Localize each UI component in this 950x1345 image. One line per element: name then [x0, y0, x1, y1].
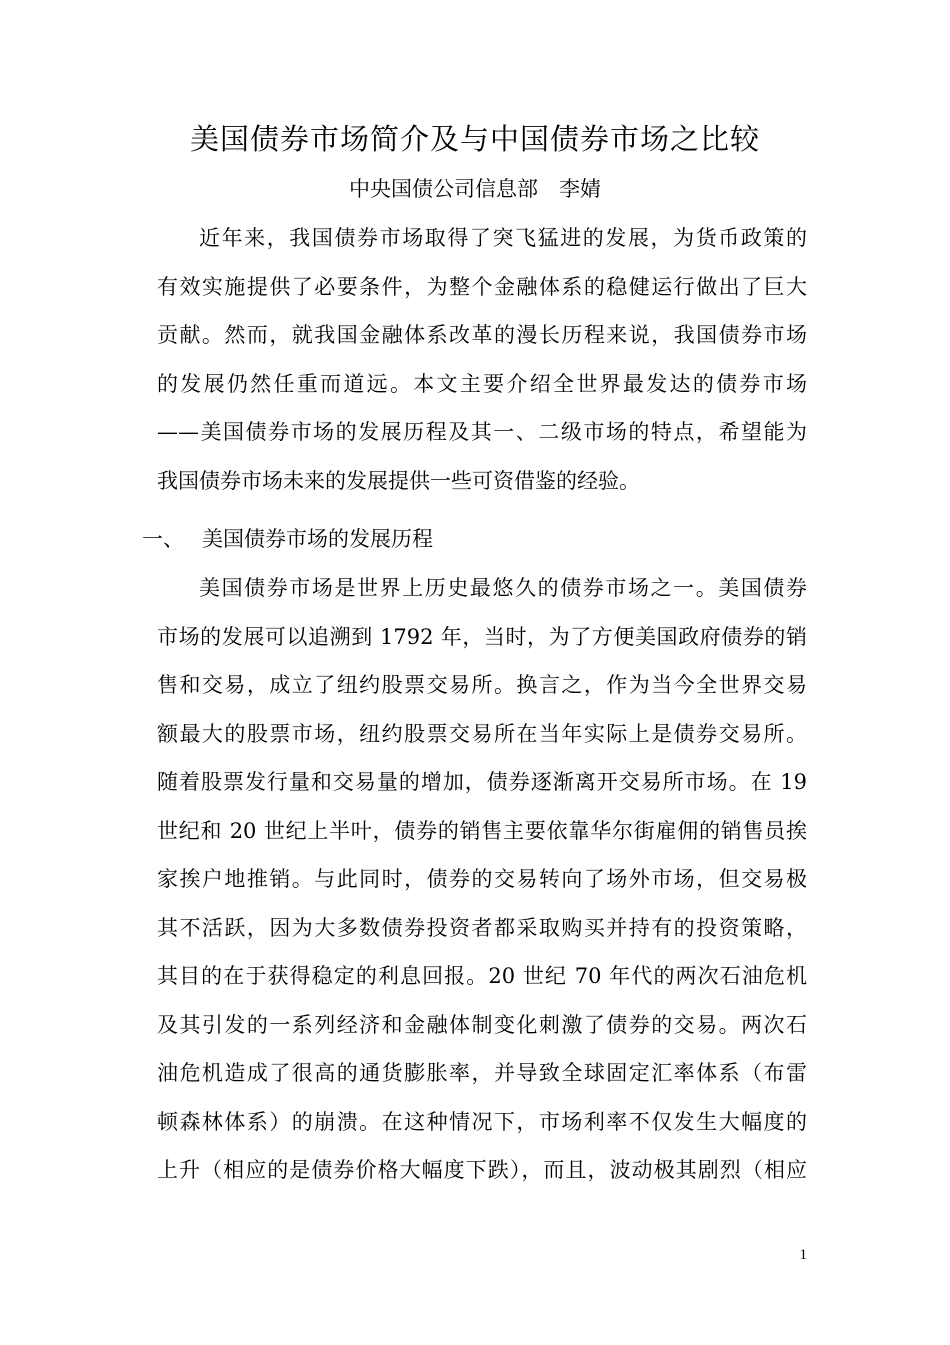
intro-line: 我国债券市场未来的发展提供一些可资借鉴的经验。: [157, 468, 640, 493]
body-line: 其目的在于获得稳定的利息回报。20 世纪 70 年代的两次石油危机: [157, 964, 807, 988]
body-line: 世纪和 20 世纪上半叶，债券的销售主要依靠华尔街雇佣的销售员挨: [157, 818, 807, 843]
section-heading: [142, 519, 433, 559]
intro-line: 贡献。然而，就我国金融体系改革的漫长历程来说，我国债券市场: [157, 323, 807, 347]
intro-paragraph: [157, 214, 807, 505]
body-line: 美国债券市场是世界上历史最悠久的债券市场之一。美国债券: [199, 576, 807, 600]
body-paragraph: [157, 564, 807, 1195]
intro-line: 近年来，我国债券市场取得了突飞猛进的发展，为货币政策的: [199, 226, 807, 250]
body-line: 随着股票发行量和交易量的增加，债券逐渐离开交易所市场。在 19: [157, 770, 807, 794]
body-line: 顿森林体系）的崩溃。在这种情况下，市场利率不仅发生大幅度的: [157, 1109, 807, 1134]
body-line: 及其引发的一系列经济和金融体制变化刺激了债券的交易。两次石: [157, 1012, 807, 1037]
body-line: 额最大的股票市场，纽约股票交易所在当年实际上是债券交易所。: [157, 721, 807, 746]
intro-line: 的发展仍然任重而道远。本文主要介绍全世界最发达的债券市场: [157, 371, 807, 396]
intro-line: 有效实施提供了必要条件，为整个金融体系的稳健运行做出了巨大: [157, 274, 807, 299]
section-title: 美国债券市场的发展历程: [202, 527, 433, 551]
document-title: 美国债券市场简介及与中国债券市场之比较: [189, 122, 760, 156]
body-line: 家挨户地推销。与此同时，债券的交易转向了场外市场，但交易极: [157, 867, 807, 891]
body-line: 售和交易，成立了纽约股票交易所。换言之，作为当今全世界交易: [157, 673, 807, 697]
body-line: 上升（相应的是债券价格大幅度下跌），而且，波动极其剧烈（相应: [157, 1158, 807, 1182]
intro-line: ——美国债券市场的发展历程及其一、二级市场的特点，希望能为: [157, 420, 807, 444]
body-line: 市场的发展可以追溯到 1792 年，当时，为了方便美国政府债券的销: [157, 624, 807, 649]
body-line: 油危机造成了很高的通货膨胀率，并导致全球固定汇率体系（布雷: [157, 1061, 807, 1085]
section-number: 一、: [142, 527, 184, 551]
document-author: 中央国债公司信息部 李婧: [349, 177, 601, 201]
page-number: 1: [799, 1247, 807, 1263]
body-line: 其不活跃，因为大多数债券投资者都采取购买并持有的投资策略，: [157, 915, 807, 940]
